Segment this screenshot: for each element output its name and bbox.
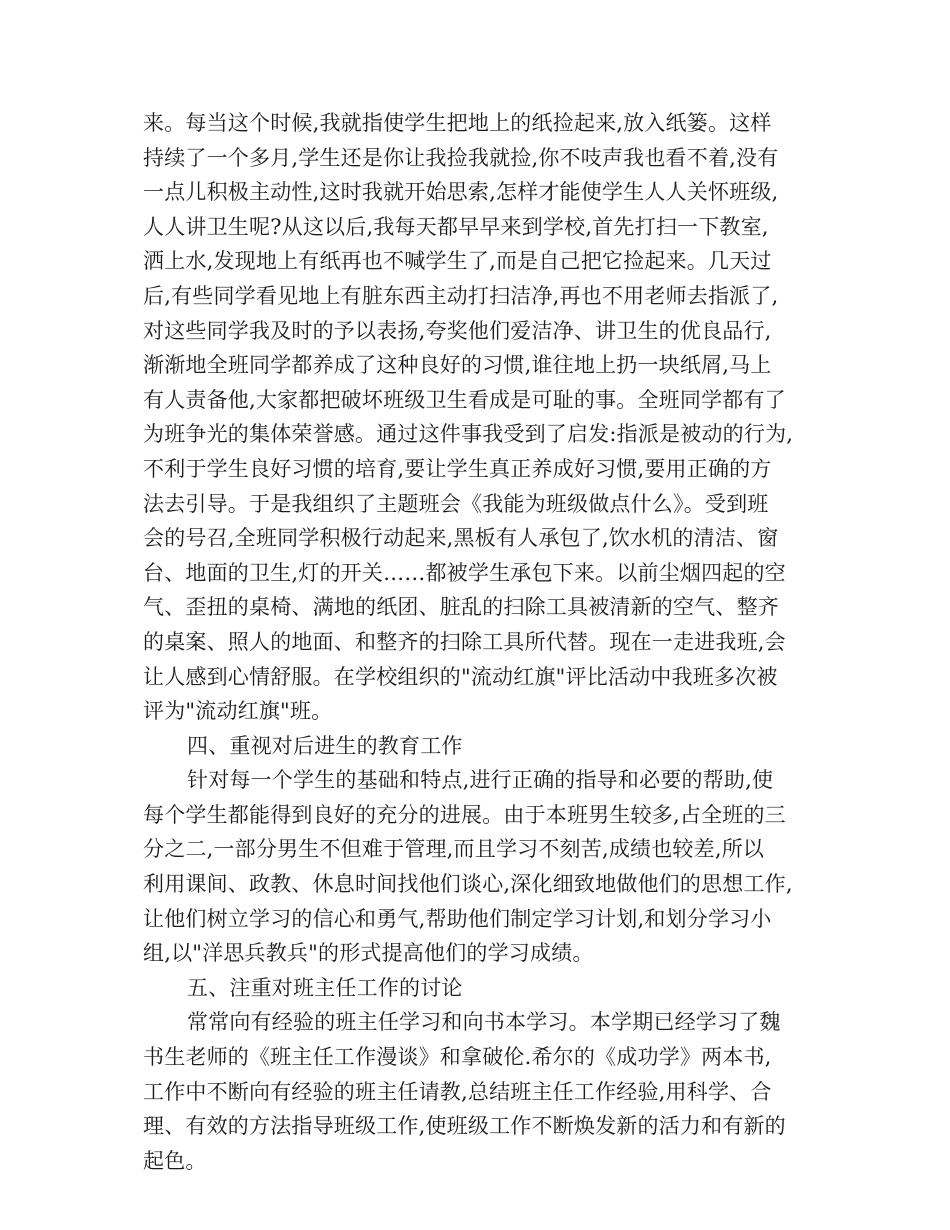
paragraph-line: 利用课间、政教、休息时间找他们谈心,深化细致地做他们的思想工作, xyxy=(143,872,793,897)
body-text xyxy=(143,106,823,1178)
paragraph-line-indented: 四、重视对后进生的教育工作 xyxy=(187,733,463,758)
paragraph-line: 分之二,一部分男生不但难于管理,而且学习不刻苦,成绩也较差,所以 xyxy=(143,837,765,862)
paragraph-line: 渐渐地全班同学都养成了这种良好的习惯,谁往地上扔一块纸屑,马上 xyxy=(143,353,772,378)
paragraph-line: 对这些同学我及时的予以表扬,夸奖他们爱洁净、讲卫生的优良品行, xyxy=(143,318,772,343)
paragraph-line: 书生老师的《班主任工作漫谈》和拿破伦.希尔的《成功学》两本书, xyxy=(143,1045,772,1070)
paragraph-line: 洒上水,发现地上有纸再也不喊学生了,而是自己把它捡起来。几天过 xyxy=(143,249,772,274)
paragraph-line: 组,以"洋思兵教兵"的形式提高他们的学习成绩。 xyxy=(143,941,594,966)
paragraph-line: 后,有些同学看见地上有脏东西主动打扫洁净,再也不用老师去指派了, xyxy=(143,283,779,308)
paragraph-line: 法去引导。于是我组织了主题班会《我能为班级做点什么》。受到班 xyxy=(143,491,769,516)
paragraph-line: 一点儿积极主动性,这时我就开始思索,怎样才能使学生人人关怀班级, xyxy=(143,180,779,205)
paragraph-line-indented: 针对每一个学生的基础和特点,进行正确的指导和必要的帮助,使 xyxy=(187,768,774,793)
paragraph-line: 工作中不断向有经验的班主任请教,总结班主任工作经验,用科学、合 xyxy=(143,1079,772,1104)
paragraph-line: 人人讲卫生呢?从这以后,我每天都早早来到学校,首先打扫一下教室, xyxy=(143,214,769,239)
paragraph-line: 每个学生都能得到良好的充分的进展。由于本班男生较多,占全班的三 xyxy=(143,802,786,827)
paragraph-line-indented: 五、注重对班主任工作的讨论 xyxy=(187,975,463,1000)
paragraph-line: 起色。 xyxy=(143,1148,207,1173)
paragraph-line: 的桌案、照人的地面、和整齐的扫除工具所代替。现在一走进我班,会 xyxy=(143,629,786,654)
paragraph-line: 气、歪扭的桌椅、满地的纸团、脏乱的扫除工具被清新的空气、整齐 xyxy=(143,595,779,620)
paragraph-line: 来。每当这个时候,我就指使学生把地上的纸捡起来,放入纸篓。这样 xyxy=(143,111,772,135)
paragraph-line: 台、地面的卫生,灯的开关……都被学生承包下来。以前尘烟四起的空 xyxy=(143,560,786,585)
paragraph-line: 有人责备他,大家都把破坏班级卫生看成是可耻的事。全班同学都有了 xyxy=(143,387,786,412)
paragraph-line: 不利于学生良好习惯的培育,要让学生真正养成好习惯,要用正确的方 xyxy=(143,456,772,481)
paragraph-line: 为班争光的集体荣誉感。通过这件事我受到了启发:指派是被动的行为, xyxy=(143,422,794,447)
paragraph-line: 会的号召,全班同学积极行动起来,黑板有人承包了,饮水机的清洁、窗 xyxy=(143,526,779,551)
paragraph-line-indented: 常常向有经验的班主任学习和向书本学习。本学期已经学习了魏 xyxy=(187,1010,781,1035)
paragraph-line: 持续了一个多月,学生还是你让我捡我就捡,你不吱声我也看不着,没有 xyxy=(143,145,779,170)
paragraph-line: 让人感到心情舒服。在学校组织的"流动红旗"评比活动中我班多次被 xyxy=(143,664,778,689)
paragraph-line: 理、有效的方法指导班级工作,使班级工作不断焕发新的活力和有新的 xyxy=(143,1114,786,1139)
paragraph-line: 让他们树立学习的信心和勇气,帮助他们制定学习计划,和划分学习小 xyxy=(143,906,772,931)
paragraph-line: 评为"流动红旗"班。 xyxy=(143,699,333,724)
